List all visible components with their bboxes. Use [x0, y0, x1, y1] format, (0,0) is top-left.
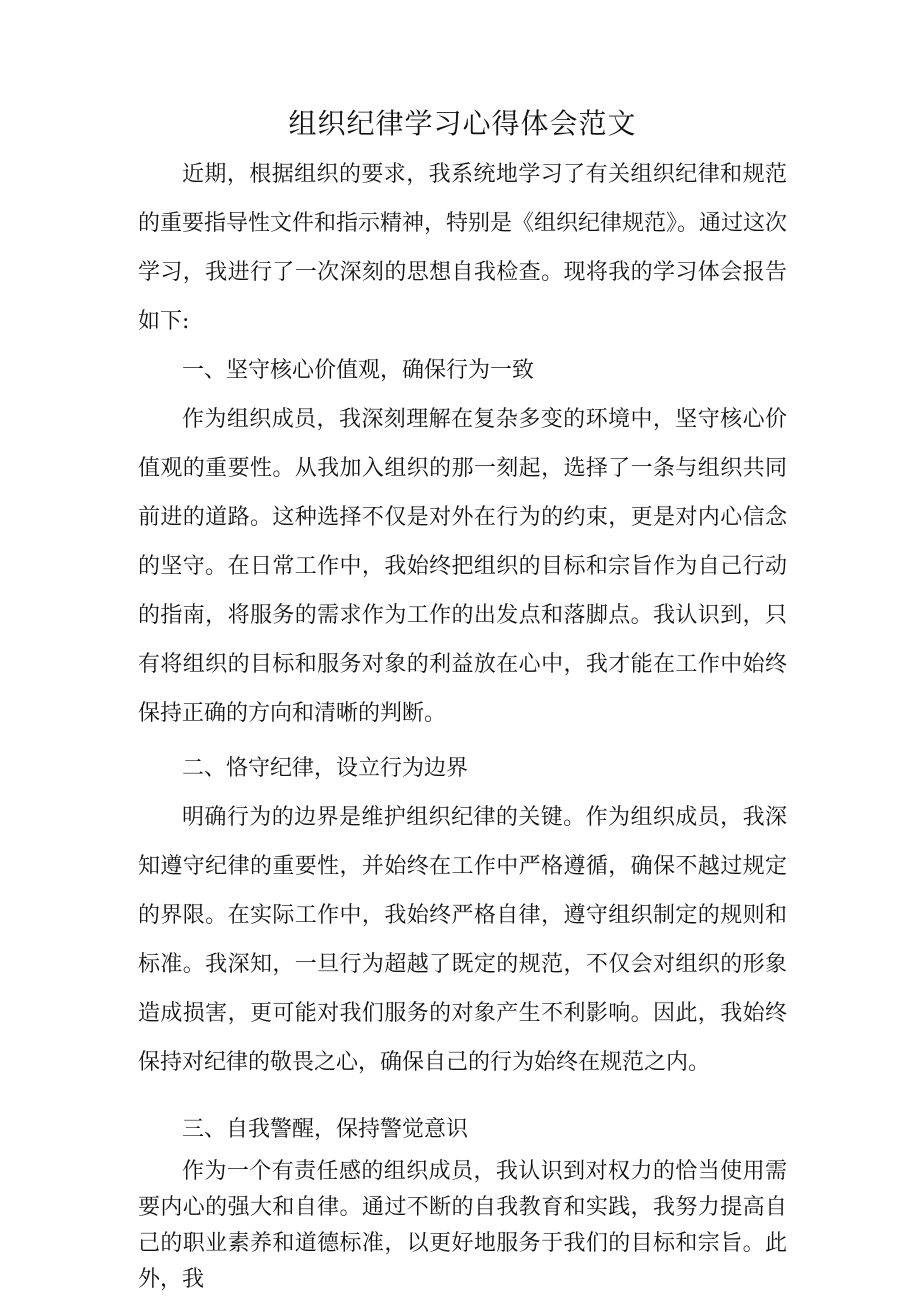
section-heading-2: 二、恪守纪律，设立行为边界	[182, 756, 469, 781]
section-body-1: 作为组织成员，我深刻理解在复杂多变的环境中，坚守核心价值观的重要性。从我加入组织的那一刻起，选择了一条与组织共同前进的道路。这种选择不仅是对外在行为的约束，更是对内心信念的坚守。在日常工作中，我始终把组织的目标和宗旨作为自己行动的指南，将服务的需求作为工作的出发点和落脚点。我认识到，只有将组织的目标和服务对象的利益放在心中，我才能在工作中始终保持正确的方向和清晰的判断。	[138, 407, 787, 726]
intro-paragraph: 近期，根据组织的要求，我系统地学习了有关组织纪律和规范的重要指导性文件和指示精神，特别是《组织纪律规范》。通过这次学习，我进行了一次深刻的思想自我检查。现将我的学习体会报告如下:	[138, 162, 788, 334]
section-heading-3: 三、自我警醒，保持警觉意识	[182, 1117, 469, 1142]
section-heading-1: 一、坚守核心价值观，确保行为一致	[182, 358, 535, 383]
section-body-3: 作为一个有责任感的组织成员，我认识到对权力的恰当使用需要内心的强大和自律。通过不断的自我教育和实践，我努力提高自己的职业素养和道德标准，以更好地服务于我们的目标和宗旨。此外，我	[138, 1159, 787, 1292]
document-title: 组织纪律学习心得体会范文	[288, 107, 637, 140]
section-body-2: 明确行为的边界是维护组织纪律的关键。作为组织成员，我深知遵守纪律的重要性，并始终在工作中严格遵循，确保不越过规定的界限。在实际工作中，我始终严格自律，遵守组织制定的规则和标准。我深知，一旦行为超越了既定的规范，不仅会对组织的形象造成损害，更可能对我们服务的对象产生不利影响。因此，我始终保持对纪律的敬畏之心，确保自己的行为始终在规范之内。	[138, 805, 787, 1075]
